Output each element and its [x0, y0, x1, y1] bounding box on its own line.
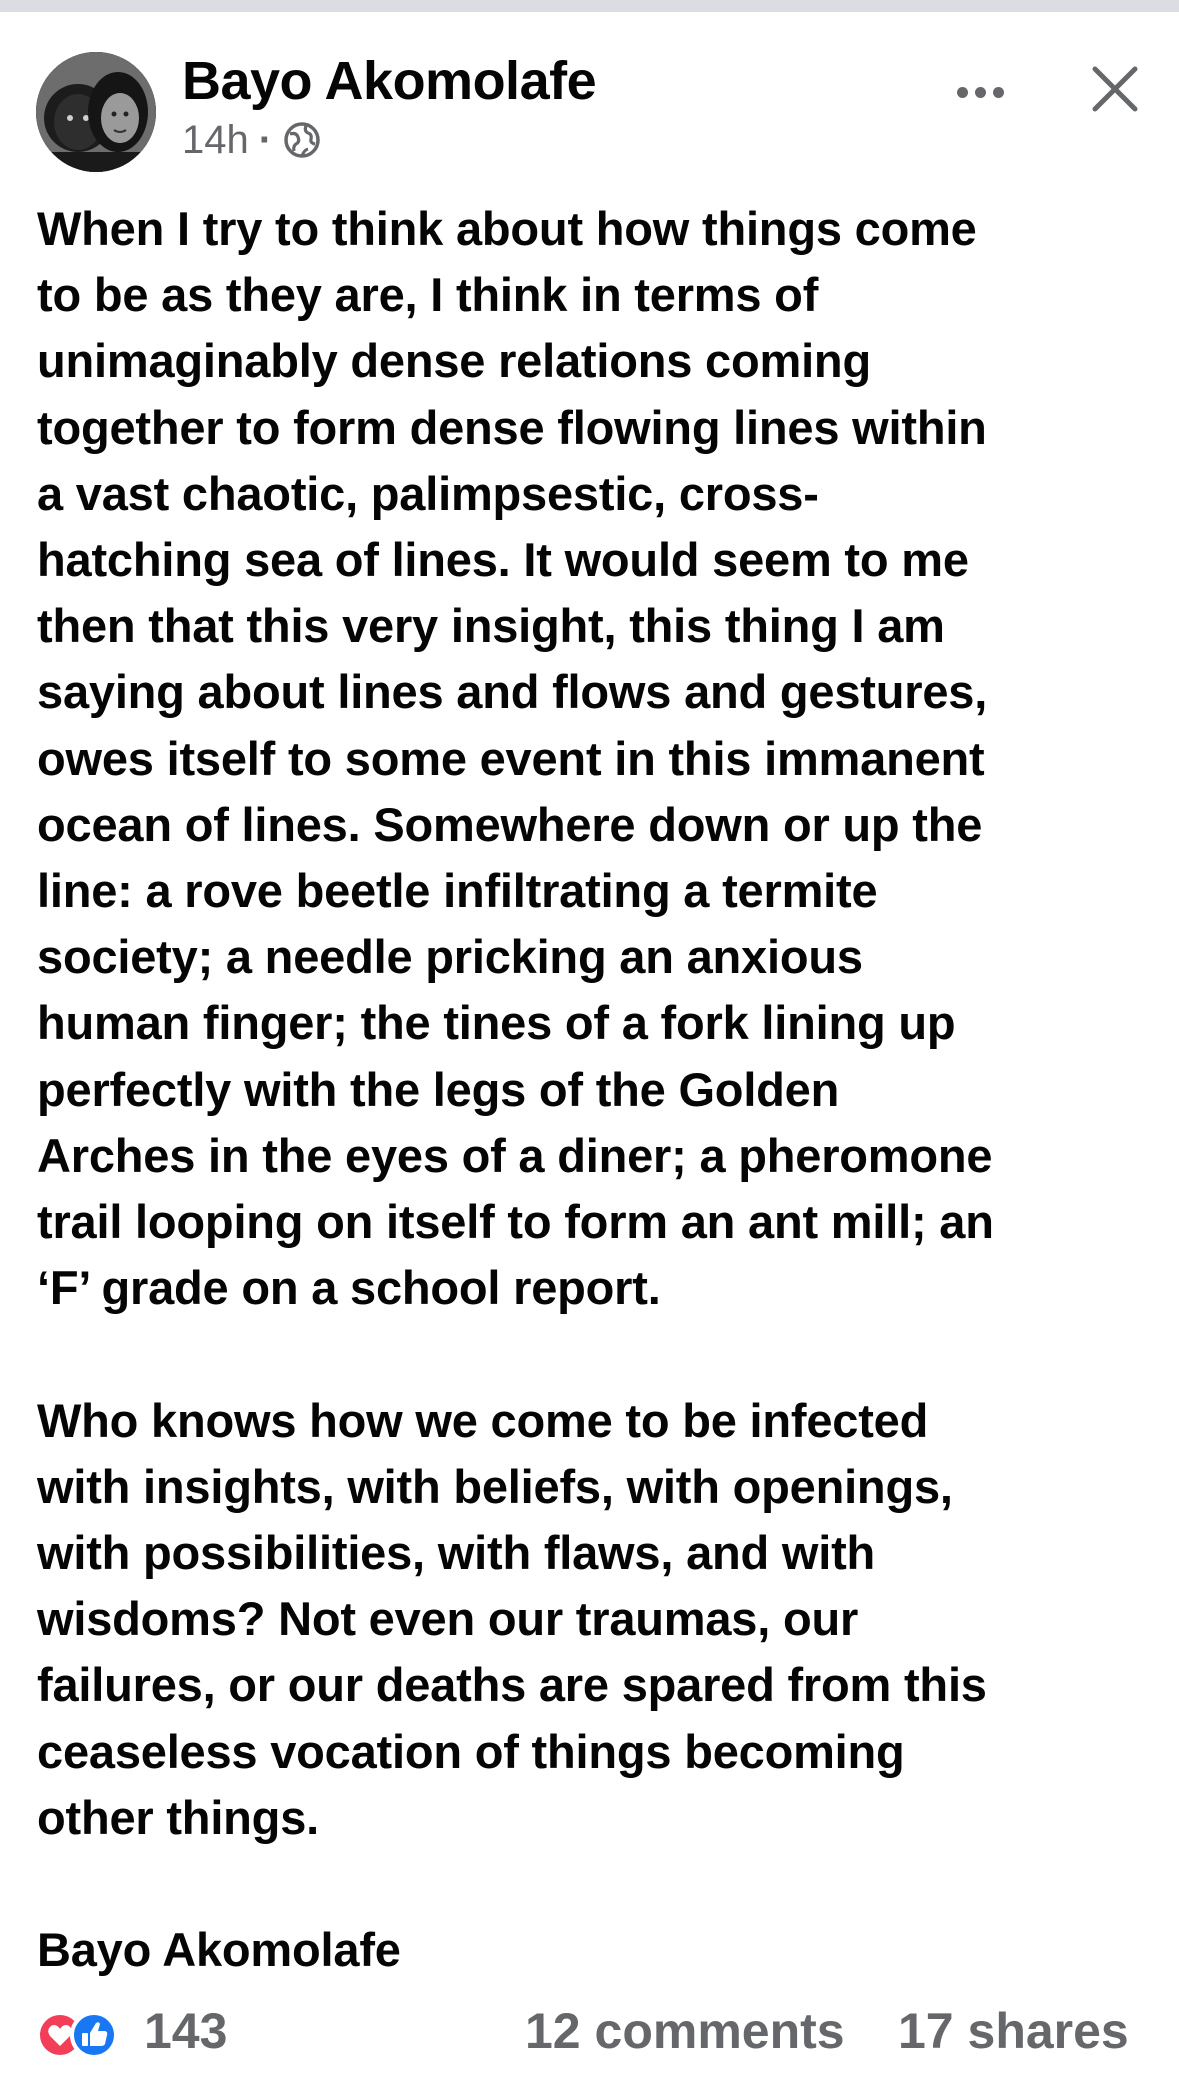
post-body — [37, 196, 1157, 1983]
more-options-button[interactable] — [940, 62, 1020, 122]
more-horizontal-icon — [957, 87, 1004, 98]
post-paragraph: When I try to think about how things come to be as they are, I think in terms of unimaginably dense relations coming together to form dense flowing lines within a vast chaotic, palimpsestic, cross- hatching sea of lines. It would seem to me then that this very insight, this thing I am saying about lines and flows and gestures, owes itself to some event in this immanent ocean of lines. Somewhere down or up the line: a rove beetle infiltrating a termite society; a needle pricking an anxious human finger; the tines of a fork lining up perfectly with the legs of the Golden Arches in the eyes of a diner; a pheromone trail looping on itself to form an ant mill; an ‘F’ grade on a school report. — [37, 202, 994, 1315]
reactions-bar — [0, 1998, 1179, 2068]
avatar[interactable] — [36, 52, 156, 172]
close-icon — [1080, 54, 1150, 124]
top-divider — [0, 0, 1179, 12]
post-timestamp[interactable]: 14h — [182, 118, 249, 162]
shares-count[interactable]: 17 shares — [898, 2003, 1129, 2059]
globe-icon[interactable] — [282, 120, 322, 160]
like-reaction-icon — [72, 2013, 116, 2057]
comments-count[interactable]: 12 comments — [525, 2003, 845, 2059]
reaction-icons[interactable] — [36, 2008, 136, 2062]
post-header — [0, 40, 1179, 180]
meta-separator: · — [258, 118, 273, 162]
close-button[interactable] — [1080, 54, 1150, 124]
post-signature: Bayo Akomolafe — [37, 1923, 401, 1977]
post-paragraph: Who knows how we come to be infected with insights, with beliefs, with openings, with possibilities, with flaws, and with wisdoms? Not even our traumas, our failures, or our deaths are spared from this ceaseless vocation of things becoming other things. — [37, 1393, 987, 1844]
author-name[interactable]: Bayo Akomolafe — [182, 51, 597, 111]
post-meta — [182, 120, 322, 160]
reaction-count[interactable]: 143 — [144, 2003, 228, 2059]
